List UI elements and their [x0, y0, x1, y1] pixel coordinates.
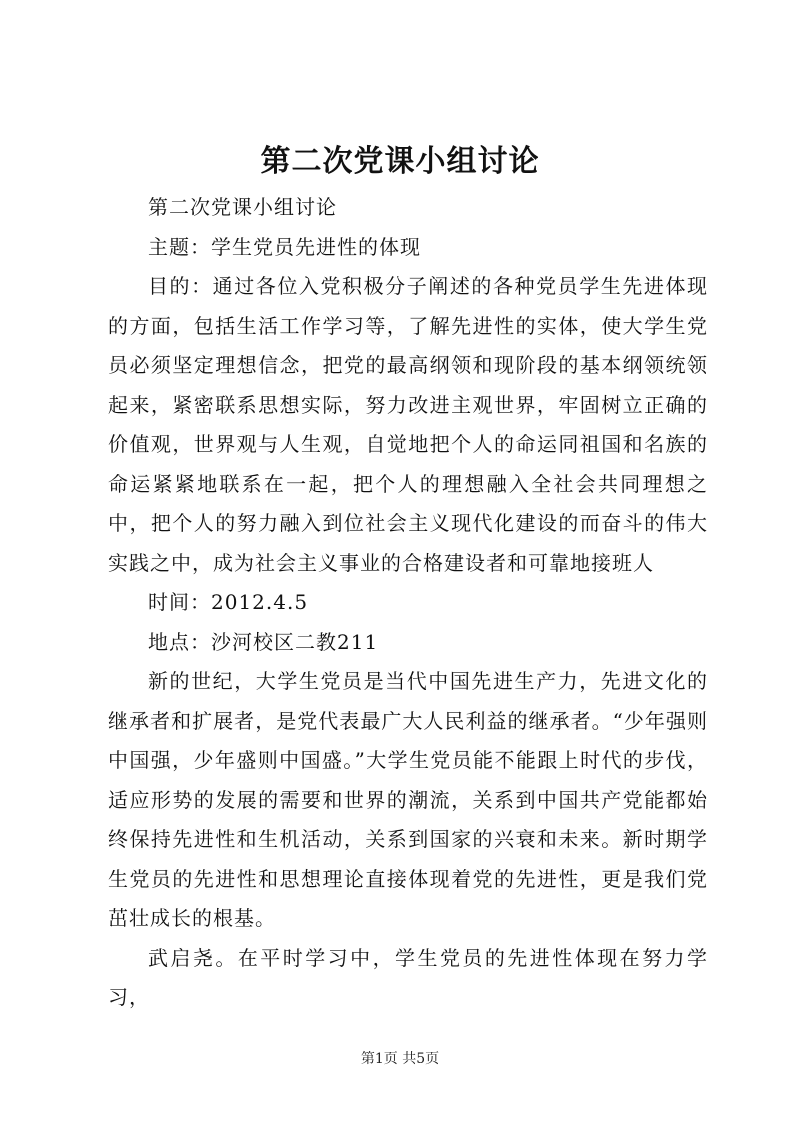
- paragraph-subtitle: 第二次党课小组讨论: [148, 195, 337, 219]
- paragraph-new-century: 新的世纪，大学生党员是当代中国先进生产力，先进文化的继承者和扩展者，是党代表最广大人民利益的继承者。“少年强则中国强，少年盛则中国盛。”大学生党员能不能跟上时代的步伐，适应形势的发展的需要和世界的潮流，关系到中国共产党能都始终保持先进性和生机活动，关系到国家的兴衰和未来。新时期学生党员的先进性和思想理论直接体现着党的先进性，更是我们党茁壮成长的根基。: [108, 669, 708, 930]
- document-title: 第二次党课小组讨论: [260, 144, 540, 179]
- paragraph-wu-qiyao: 武启尧。在平时学习中，学生党员的先进性体现在努力学习，: [108, 945, 708, 1009]
- paragraph-topic: 主题：学生党员先进性的体现: [148, 234, 421, 259]
- document-body: [108, 188, 708, 1018]
- page-footer: 第1页 共5页: [360, 1051, 440, 1067]
- paragraph-location: 地点：沙河校区二教211: [148, 629, 379, 654]
- paragraph-purpose: 目的：通过各位入党积极分子阐述的各种党员学生先进体现的方面，包括生活工作学习等，了解先进性的实体，使大学生党员必须坚定理想信念，把党的最高纲领和现阶段的基本纲领统领起来，紧密联系思想实际，努力改进主观世界，牢固树立正确的价值观，世界观与人生观，自觉地把个人的命运同祖国和名族的命运紧紧地联系在一起，把个人的理想融入全社会共同理想之中，把个人的努力融入到位社会主义现代化建设的而奋斗的伟大实践之中，成为社会主义事业的合格建设者和可靠地接班人: [108, 274, 708, 575]
- paragraph-time: 时间：2012.4.5: [148, 590, 309, 614]
